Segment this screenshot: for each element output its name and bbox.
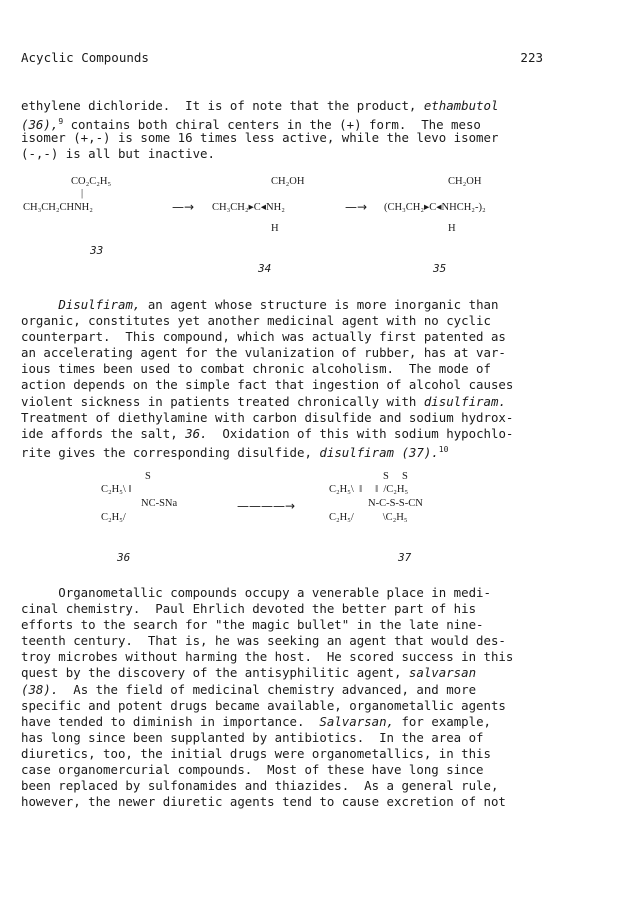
italic-text: (36), [21, 117, 59, 133]
text-line [21, 633, 513, 649]
compound-34-hydrogen: H [271, 223, 279, 234]
compound-35-hydrogen: H [448, 223, 456, 234]
text-line [21, 585, 513, 601]
italic-text: salvarsan [408, 665, 477, 681]
text-line [21, 714, 513, 730]
text-run [21, 297, 58, 312]
text-run: has long since been supplanted by antibiotics. In the area of [21, 729, 484, 745]
compound-34-hydroxymethyl: CH₂OH [271, 176, 305, 187]
reaction-arrow-3: ————→ [237, 499, 296, 513]
compound-37-structure: N-C-S-S-CN [368, 498, 423, 509]
text-line [21, 442, 513, 458]
compound-35-hydroxymethyl: CH₂OH [448, 176, 482, 187]
italic-text: disulfiram (37). [319, 444, 439, 460]
text-line [21, 730, 513, 746]
text-line [21, 410, 513, 426]
text-run: Treatment of diethylamine with carbon disulfide and sodium hydrox- [21, 409, 514, 425]
text-line [21, 426, 513, 442]
italic-text: Disulfiram, [58, 297, 141, 312]
compound-36-sulfur: S [145, 471, 151, 482]
compound-label-34: 34 [258, 262, 272, 275]
text-run: violent sickness in patients treated chronically with [21, 393, 424, 409]
reaction-arrow-1: —→ [172, 200, 195, 214]
running-header: Acyclic Compounds [21, 50, 149, 65]
text-line [21, 361, 513, 377]
compound-33-bond: | [81, 188, 84, 199]
text-run: ide affords the salt, [21, 425, 186, 441]
footnote-reference: 9 [58, 117, 64, 127]
text-line [21, 329, 513, 345]
text-line [21, 762, 513, 778]
text-run: Organometallic compounds occupy a venerable place in medi- [21, 585, 491, 600]
text-run: an agent whose structure is more inorganic than [140, 297, 499, 312]
text-line [21, 313, 513, 329]
italic-text: disulfiram. [423, 393, 506, 409]
text-line [21, 98, 498, 114]
text-line [21, 130, 498, 146]
compound-label-33: 33 [90, 244, 104, 257]
text-run: contains both chiral centers in the (+) form. The meso [63, 117, 481, 133]
italic-text: 36. [185, 425, 208, 441]
text-run: an accelerating agent for the vulanization of rubber, has at var- [21, 345, 506, 361]
text-run: (-,-) is all but inactive. [21, 146, 215, 162]
italic-text: (38). [21, 681, 59, 697]
text-line [21, 778, 513, 794]
compound-36-line3: C₂H₅/ [101, 512, 126, 523]
paragraph-ethambutol [21, 98, 498, 162]
text-line [21, 665, 513, 681]
compound-37-line1: C₂H₅\ ‖ ‖ /C₂H₅ [329, 484, 409, 495]
text-line [21, 746, 513, 762]
compound-label-36: 36 [117, 551, 131, 564]
text-line [21, 114, 498, 133]
text-line [21, 146, 498, 162]
text-run: however, the newer diuretic agents tend to cause excretion of not [21, 794, 506, 810]
text-run: case organomercurial compounds. Most of these have long since [21, 762, 484, 778]
text-line [21, 394, 513, 410]
italic-text: Salvarsan, [319, 713, 395, 729]
text-line [21, 617, 513, 633]
text-run: diuretics, too, the initial drugs were organometallics, in this [21, 745, 491, 761]
compound-33-ester-group: CO₂C₂H₅ [71, 176, 112, 187]
paragraph-organometallics [21, 585, 513, 810]
text-run: have tended to diminish in importance. [21, 713, 320, 729]
page-number: 223 [520, 50, 543, 65]
text-run: counterpart. This compound, which was actually first patented as [21, 329, 506, 345]
text-line [21, 698, 513, 714]
text-line [21, 345, 513, 361]
italic-text: ethambutol [423, 98, 499, 113]
text-run: isomer (+,-) is some 16 times less active, while the levo isomer [21, 130, 499, 146]
compound-37-sulfurs: S S [383, 471, 408, 482]
text-line [21, 682, 513, 698]
text-run: teenth century. That is, he was seeking an agent that would des- [21, 633, 506, 649]
text-run: As the field of medicinal chemistry advanced, and more [58, 681, 477, 697]
compound-33-structure: CH₃CH₂CHNH₂ [23, 202, 93, 213]
text-run: cinal chemistry. Paul Ehrlich devoted the better part of his [21, 601, 477, 617]
text-run: rite gives the corresponding disulfide, [21, 444, 320, 460]
compound-36-structure: NC-SNa [141, 498, 178, 509]
text-run: been replaced by sulfonamides and thiazides. As a general rule, [21, 778, 499, 794]
paragraph-disulfiram [21, 297, 513, 458]
footnote-reference: 10 [438, 444, 449, 454]
text-line [21, 601, 513, 617]
text-line [21, 794, 513, 810]
compound-label-37: 37 [398, 551, 412, 564]
text-run: ethylene dichloride. It is of note that the product, [21, 98, 424, 113]
text-line [21, 297, 513, 313]
text-run: quest by the discovery of the antisyphilitic agent, [21, 665, 409, 681]
text-run: ious times been used to combat chronic alcoholism. The mode of [21, 361, 491, 377]
text-run: action depends on the simple fact that ingestion of alcohol causes [21, 377, 514, 393]
text-run: troy microbes without harming the host. He scored success in this [21, 649, 514, 665]
text-line [21, 649, 513, 665]
text-line [21, 377, 513, 393]
reaction-arrow-2: —→ [345, 200, 368, 214]
compound-35-structure: (CH₃CH₂▸C◂NHCH₂-)₂ [384, 202, 486, 213]
compound-37-line3: C₂H₅/ \C₂H₅ [329, 512, 408, 523]
text-run: Oxidation of this with sodium hypochlo- [207, 425, 514, 441]
compound-34-structure: CH₃CH₂▸C◂NH₂ [212, 202, 285, 213]
compound-36-line1: C₂H₅\ ‖ [101, 484, 132, 495]
text-run: organic, constitutes yet another medicinal agent with no cyclic [21, 313, 491, 329]
compound-label-35: 35 [433, 262, 447, 275]
text-run: for example, [394, 713, 491, 729]
text-run: specific and potent drugs became available, organometallic agents [21, 697, 506, 713]
text-run: efforts to the search for "the magic bullet" in the late nine- [21, 617, 484, 633]
